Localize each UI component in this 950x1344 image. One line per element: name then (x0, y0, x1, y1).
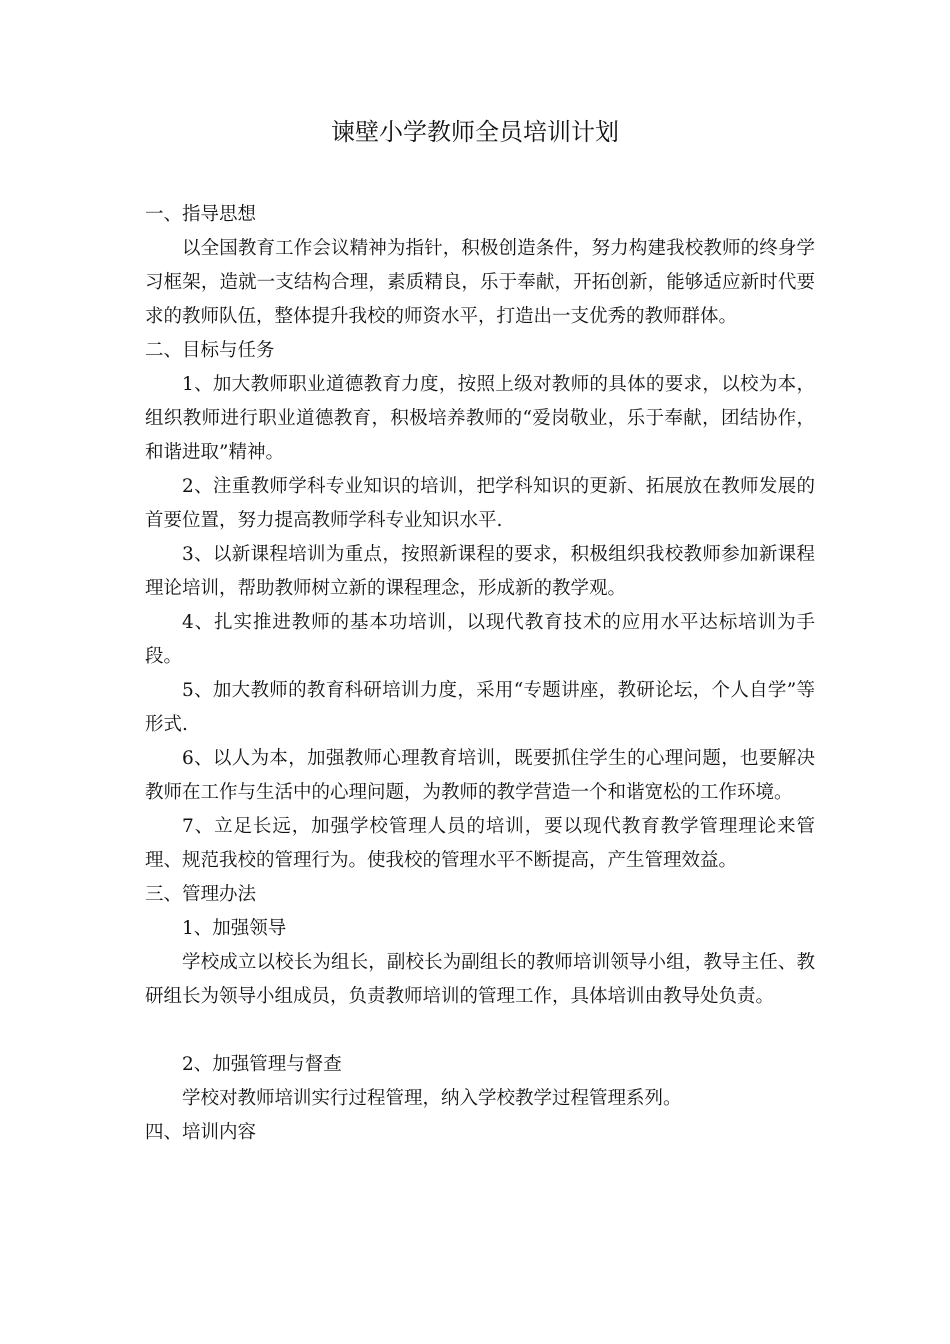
paragraph: 学校成立以校长为组长，副校长为副组长的教师培训领导小组，教导主任、教研组长为领导小组成员，负责教师培训的管理工作，具体培训由教导处负责。 (145, 952, 815, 1007)
paragraph: 学校对教师培训实行过程管理，纳入学校教学过程管理系列。 (182, 1088, 682, 1109)
section-heading-guiding-ideology: 一、指导思想 (145, 204, 257, 225)
list-item: 4、扎实推进教师的基本功培训，以现代教育技术的应用水平达标培训为手段。 (145, 612, 815, 667)
list-item: 6、以人为本，加强教师心理教育培训，既要抓住学生的心理问题，也要解决教师在工作与生活中的心理问题，为教师的教学营造一个和谐宽松的工作环境。 (145, 748, 815, 803)
paragraph: 以全国教育工作会议精神为指针，积极创造条件，努力构建我校教师的终身学习框架，造就一支结构合理，素质精良，乐于奉献，开拓创新，能够适应新时代要求的教师队伍，整体提升我校的师资水平，打造出一支优秀的教师群体。 (145, 238, 815, 327)
list-item: 3、以新课程培训为重点，按照新课程的要求，积极组织我校教师参加新课程理论培训，帮助教师树立新的课程理念，形成新的教学观。 (145, 544, 815, 599)
section-heading-goals-tasks: 二、目标与任务 (145, 340, 275, 361)
list-item: 5、加大教师的教育科研培训力度，采用“专题讲座，教研论坛，个人自学”等形式. (145, 680, 815, 735)
blank-line (145, 1014, 815, 1048)
section-heading-training-content: 四、培训内容 (145, 1122, 257, 1143)
list-item: 2、注重教师学科专业知识的培训，把学科知识的更新、拓展放在教师发展的首要位置，努力提高教师学科专业知识水平. (145, 476, 815, 531)
subheading: 2、加强管理与督查 (182, 1054, 342, 1075)
document-body (145, 198, 815, 1150)
list-item: 7、立足长远，加强学校管理人员的培训，要以现代教育教学管理理论来管理、规范我校的管理行为。使我校的管理水平不断提高，产生管理效益。 (145, 816, 815, 871)
list-item: 1、加大教师职业道德教育力度，按照上级对教师的具体的要求，以校为本，组织教师进行职业道德教育，积极培养教师的“爱岗敬业，乐于奉献，团结协作，和谐进取”精神。 (145, 374, 815, 463)
section-heading-management: 三、管理办法 (145, 884, 257, 905)
page-title: 谏壁小学教师全员培训计划 (331, 118, 619, 146)
subheading: 1、加强领导 (182, 918, 287, 939)
